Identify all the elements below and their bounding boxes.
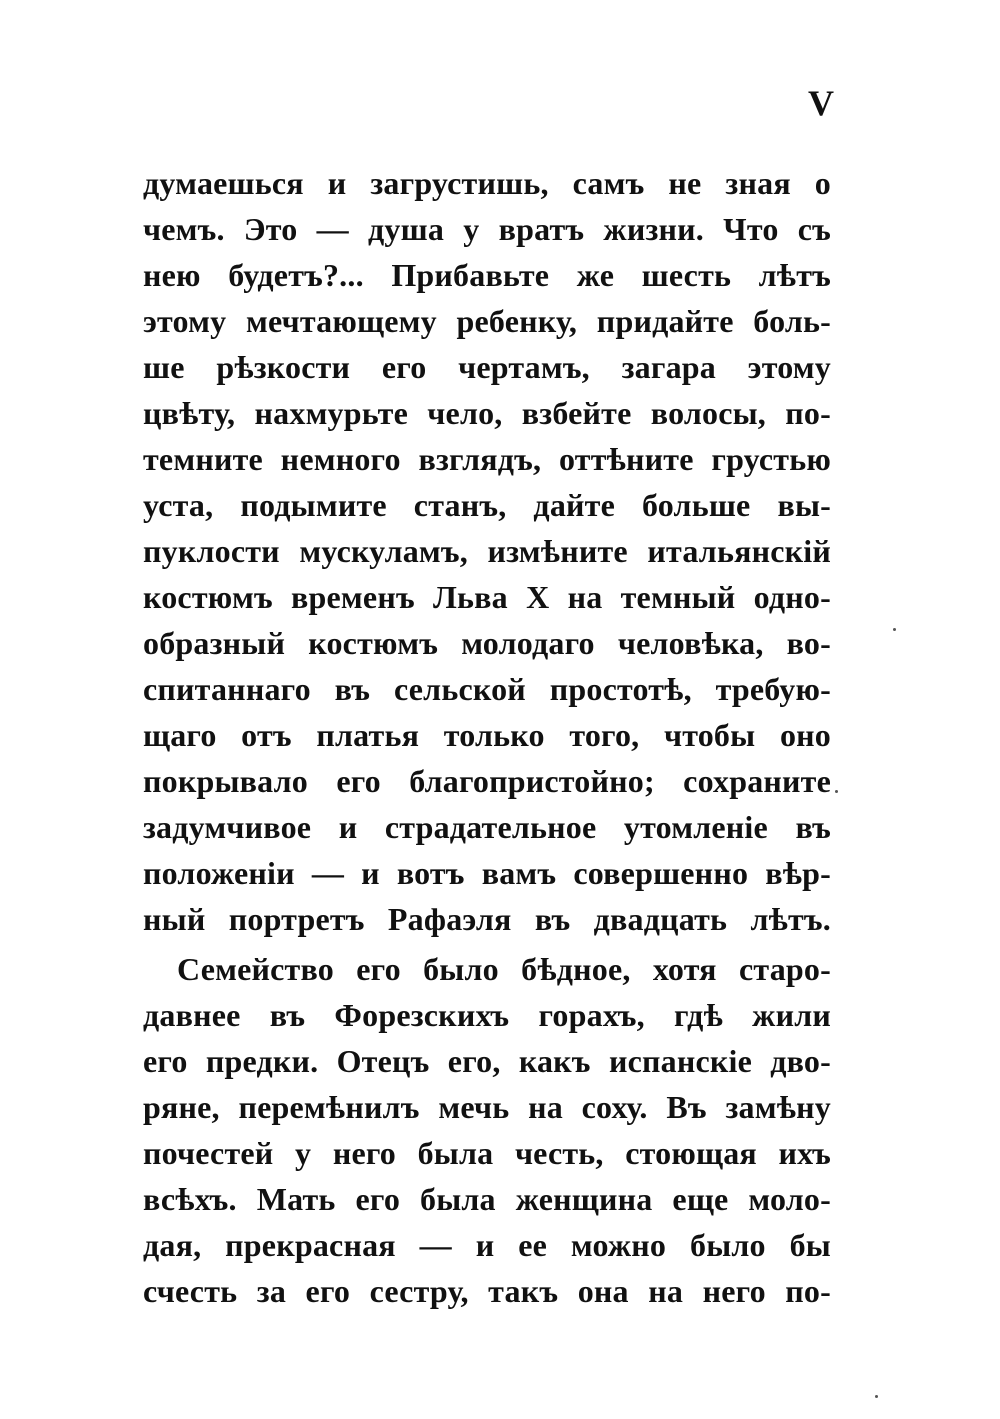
page-number: V	[808, 83, 834, 123]
text-line: почестей у него была честь, стоющая ихъ	[143, 1135, 831, 1171]
text-line: образный костюмъ молодаго человѣка, во-	[143, 625, 831, 661]
text-line: его предки. Отецъ его, какъ испанскіе дво-	[143, 1043, 831, 1079]
text-line: щаго отъ платья только того, чтобы оно	[143, 717, 831, 753]
text-line: положеніи — и вотъ вамъ совершенно вѣр-	[143, 855, 831, 891]
scan-speck	[893, 628, 896, 631]
text-line: пуклости мускуламъ, измѣните итальянскій	[143, 533, 831, 569]
text-line: костюмъ временъ Льва X на темный одно-	[143, 579, 831, 615]
text-line: счесть за его сестру, такъ она на него по-	[143, 1273, 831, 1309]
text-line: покрывало его благопристойно; сохраните	[143, 763, 831, 799]
paragraph-2	[143, 946, 831, 1314]
paragraph-1	[143, 160, 831, 942]
text-line: уста, подымите станъ, дайте больше вы-	[143, 487, 831, 523]
text-line: всѣхъ. Мать его была женщина еще моло-	[143, 1181, 831, 1217]
text-line: этому мечтающему ребенку, придайте боль-	[143, 303, 831, 339]
text-line: ряне, перемѣнилъ мечь на соху. Въ замѣну	[143, 1089, 831, 1125]
text-line: думаешься и загрустишь, самъ не зная о	[143, 165, 831, 201]
text-line: ный портретъ Рафаэля въ двадцать лѣтъ.	[143, 901, 831, 937]
scan-speck	[875, 1395, 878, 1398]
text-line: спитаннаго въ сельской простотѣ, требую-	[143, 671, 831, 707]
text-line: давнее въ Форезскихъ горахъ, гдѣ жили	[143, 997, 831, 1033]
text-line: дая, прекрасная — и ее можно было бы	[143, 1227, 831, 1263]
text-line: задумчивое и страдательное утомленіе въ	[143, 809, 831, 845]
text-line: темните немного взглядъ, оттѣните грустью	[143, 441, 831, 477]
scan-speck	[835, 790, 838, 793]
text-line: цвѣту, нахмурьте чело, взбейте волосы, по-	[143, 395, 831, 431]
text-line: ше рѣзкости его чертамъ, загара этому	[143, 349, 831, 385]
text-line: чемъ. Это — душа у вратъ жизни. Что съ	[143, 211, 831, 247]
text-line: Семейство его было бѣдное, хотя старо-	[177, 951, 831, 987]
text-line: нею будетъ?... Прибавьте же шесть лѣтъ	[143, 257, 831, 293]
